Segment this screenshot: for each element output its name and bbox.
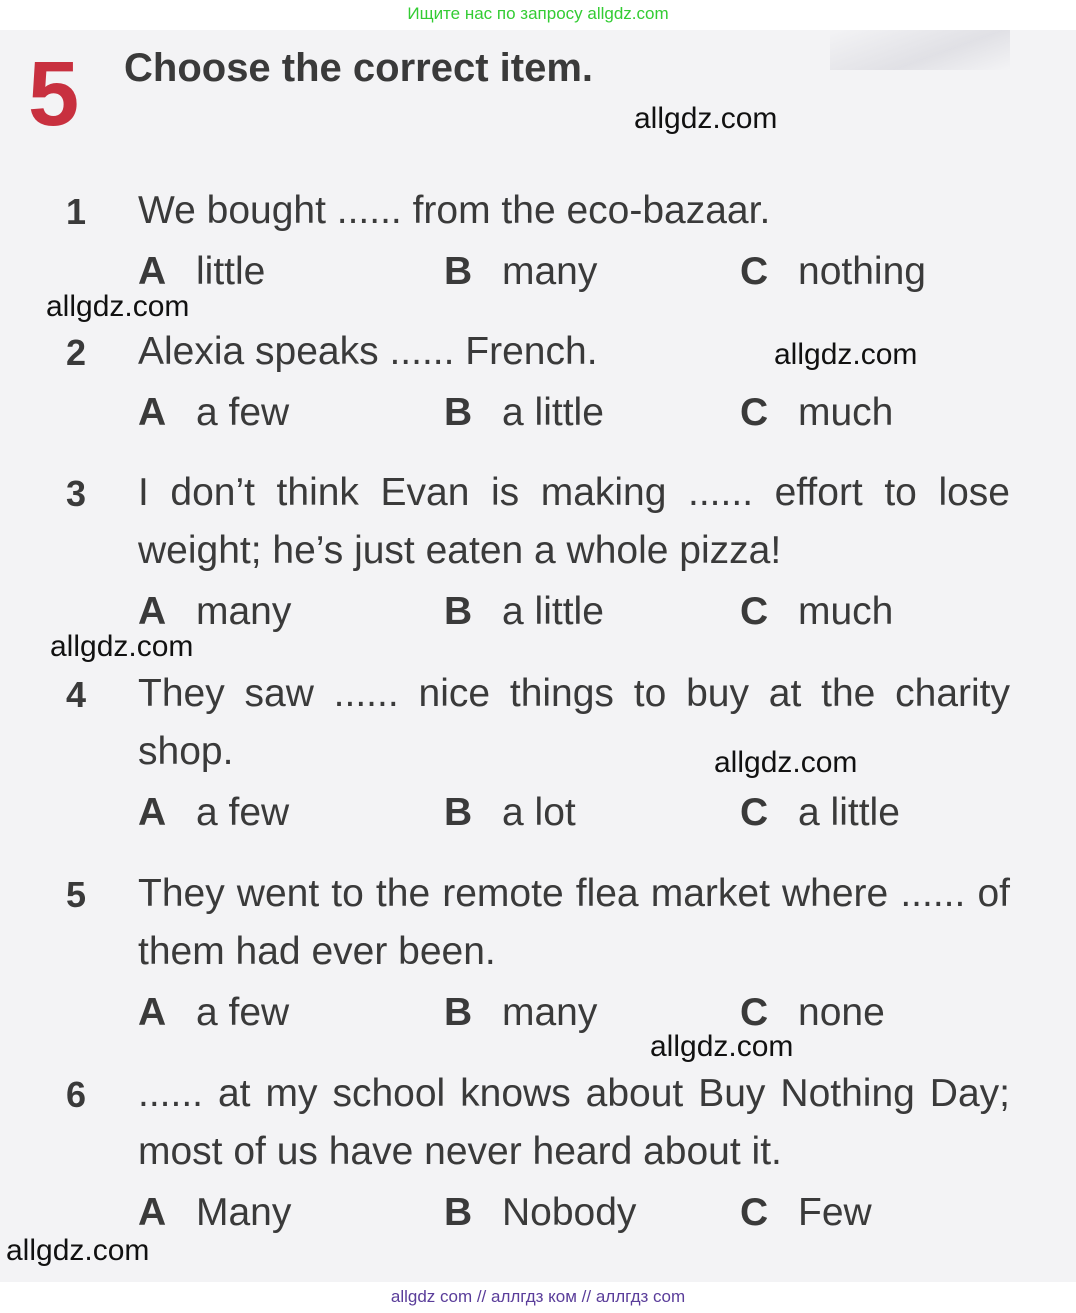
option-a — [138, 1193, 291, 1232]
option-letter: B — [444, 991, 473, 1034]
exercise-title: Choose the correct item. — [124, 46, 594, 90]
option-letter: B — [444, 250, 473, 293]
option-b — [444, 793, 576, 832]
option-b — [444, 1193, 636, 1232]
question-number: 4 — [66, 674, 87, 715]
option-text: a little — [502, 391, 604, 434]
option-b — [444, 252, 597, 291]
option-text: many — [502, 250, 598, 293]
question-number: 2 — [66, 332, 87, 373]
option-letter: B — [444, 590, 473, 633]
page-corner-shadow — [830, 30, 1010, 70]
option-letter: A — [138, 991, 167, 1034]
option-c — [740, 393, 893, 432]
option-a — [138, 793, 289, 832]
option-text: a few — [196, 391, 290, 434]
question-text: I don’t think Evan is making ...... effort to lose weight; he’s just eaten a whole pizza! — [138, 471, 1010, 572]
option-letter: C — [740, 590, 769, 633]
question-number: 3 — [66, 473, 87, 514]
watermark: allgdz.com — [46, 290, 190, 323]
option-text: Few — [798, 1191, 872, 1234]
option-text: a few — [196, 791, 290, 834]
option-letter: B — [444, 791, 473, 834]
option-b — [444, 592, 604, 631]
option-c — [740, 993, 885, 1032]
question-number: 5 — [66, 874, 87, 915]
option-letter: C — [740, 391, 769, 434]
question-number: 6 — [66, 1074, 87, 1115]
question-text: Alexia speaks ...... French. — [138, 330, 598, 373]
option-text: Many — [196, 1191, 292, 1234]
option-letter: C — [740, 791, 769, 834]
option-c — [740, 793, 900, 832]
option-letter: B — [444, 1191, 473, 1234]
option-a — [138, 393, 289, 432]
question-text: They saw ...... nice things to buy at the charity shop. — [138, 672, 1010, 773]
option-a — [138, 252, 265, 291]
watermark: allgdz.com — [6, 1234, 150, 1267]
option-letter: A — [138, 250, 167, 293]
option-text: little — [196, 250, 266, 293]
option-letter: C — [740, 250, 769, 293]
bottom-banner: allgdz com // аллгдз ком // аллгдз com — [0, 1282, 1076, 1313]
option-text: a lot — [502, 791, 576, 834]
option-letter: C — [740, 1191, 769, 1234]
watermark: allgdz.com — [634, 102, 778, 135]
option-letter: B — [444, 391, 473, 434]
question-text: ...... at my school knows about Buy Nothing Day; most of us have never heard about it. — [138, 1072, 1010, 1173]
option-text: nothing — [798, 250, 926, 293]
question-number: 1 — [66, 191, 87, 232]
watermark: allgdz.com — [50, 630, 194, 663]
option-text: a little — [502, 590, 604, 633]
watermark: allgdz.com — [774, 338, 918, 371]
option-b — [444, 393, 604, 432]
option-c — [740, 252, 926, 291]
option-text: many — [196, 590, 292, 633]
option-text: a little — [798, 791, 900, 834]
option-a — [138, 592, 291, 631]
option-c — [740, 592, 893, 631]
option-letter: A — [138, 391, 167, 434]
option-text: none — [798, 991, 885, 1034]
option-text: much — [798, 590, 894, 633]
option-c — [740, 1193, 872, 1232]
option-letter: A — [138, 590, 167, 633]
option-letter: A — [138, 1191, 167, 1234]
question-text: We bought ...... from the eco-bazaar. — [138, 189, 771, 232]
option-text: much — [798, 391, 894, 434]
question-text: They went to the remote flea market where ...... of them had ever been. — [138, 872, 1010, 973]
exercise-number: 5 — [28, 43, 80, 145]
option-text: a few — [196, 991, 290, 1034]
watermark: allgdz.com — [650, 1030, 794, 1063]
option-letter: C — [740, 991, 769, 1034]
option-a — [138, 993, 289, 1032]
top-banner: Ищите нас по запросу allgdz.com — [0, 0, 1076, 30]
option-text: many — [502, 991, 598, 1034]
option-text: Nobody — [502, 1191, 637, 1234]
option-b — [444, 993, 597, 1032]
option-letter: A — [138, 791, 167, 834]
watermark: allgdz.com — [714, 746, 858, 779]
